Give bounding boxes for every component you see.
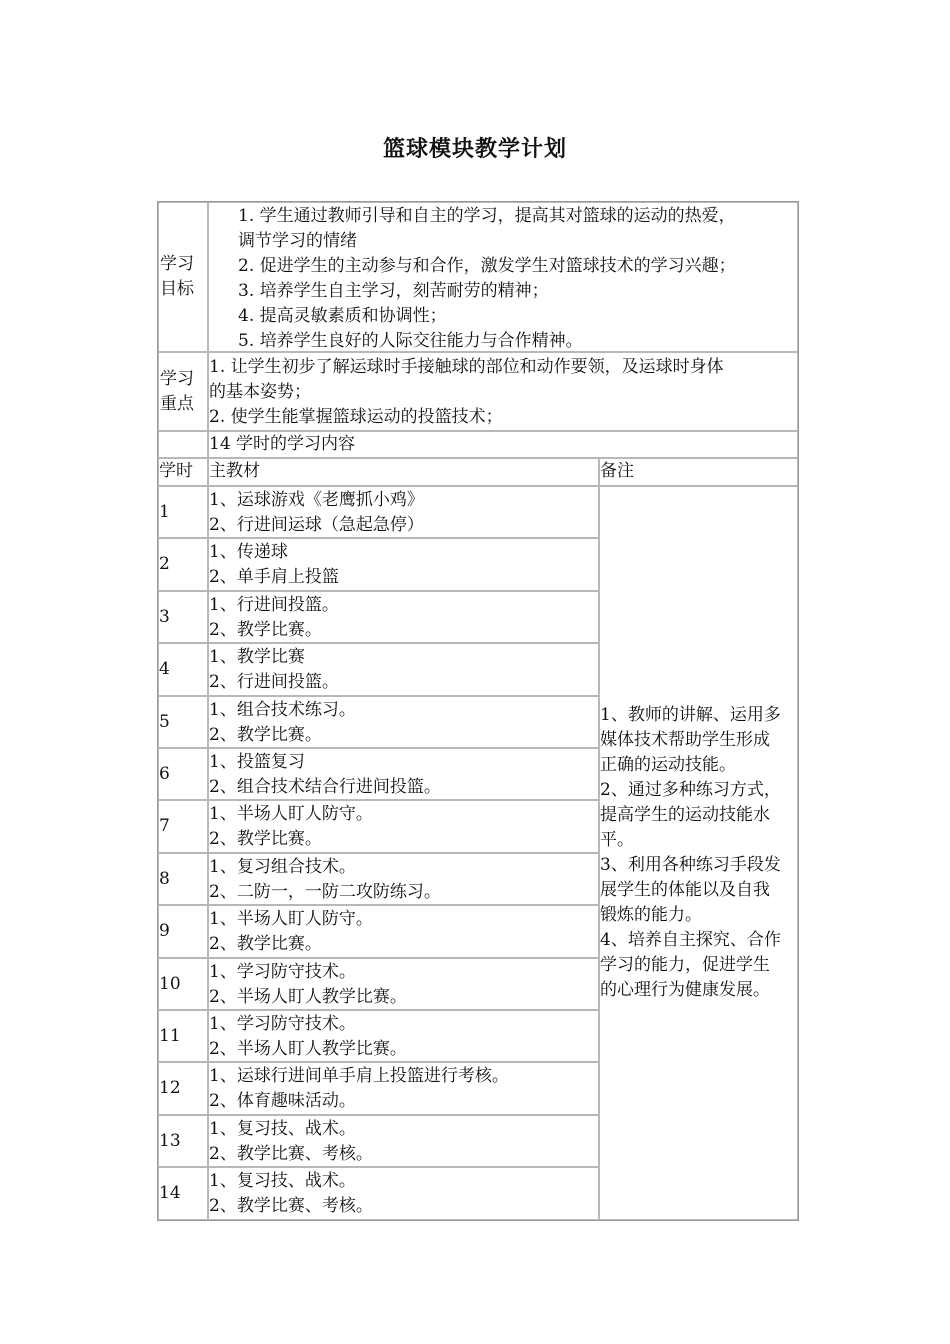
header-notes-text: 备注	[600, 461, 634, 481]
lesson-material-cell	[208, 958, 599, 1010]
lesson-number-cell	[158, 591, 208, 643]
lesson-material-cell	[208, 643, 599, 696]
key-point-item: 的基本姿势；	[209, 382, 311, 402]
objective-item: 2. 促进学生的主动参与和合作，激发学生对篮球技术的学习兴趣；	[238, 256, 736, 276]
lesson-number: 12	[159, 1078, 181, 1098]
note-line: 正确的运动技能。	[600, 755, 736, 775]
lesson-material-cell	[208, 1010, 599, 1062]
lesson-material-cell	[208, 591, 599, 643]
content-heading-spacer-cell	[158, 431, 208, 458]
objectives-content-cell	[208, 202, 798, 352]
lesson-material-cell	[208, 1062, 599, 1115]
lesson-material-cell	[208, 1167, 599, 1220]
lesson-material-cell	[208, 748, 599, 800]
lesson-material-line: 1、教学比赛	[209, 647, 305, 667]
lesson-number: 3	[159, 606, 170, 627]
lesson-material-cell	[208, 696, 599, 748]
lesson-material-cell	[208, 905, 599, 958]
lesson-number-cell	[158, 696, 208, 748]
note-line: 平。	[600, 830, 634, 850]
lesson-material-line: 2、教学比赛。	[209, 725, 322, 745]
lesson-material-line: 2、教学比赛。	[209, 620, 322, 640]
lesson-number-cell	[158, 748, 208, 800]
note-line: 的心理行为健康发展。	[600, 980, 770, 1000]
lesson-material-line: 2、半场人盯人教学比赛。	[209, 987, 407, 1007]
note-line: 提高学生的运动技能水	[600, 805, 770, 825]
lesson-material-line: 1、半场人盯人防守。	[209, 909, 373, 929]
lesson-material-line: 1、复习技、战术。	[209, 1171, 356, 1191]
key-point-item: 1. 让学生初步了解运球时手接触球的部位和动作要领，及运球时身体	[209, 357, 724, 377]
lesson-number-cell	[158, 538, 208, 591]
lesson-material-cell	[208, 853, 599, 905]
lesson-material-line: 2、体育趣味活动。	[209, 1091, 356, 1111]
lesson-number-cell	[158, 1062, 208, 1115]
objectives-label-line: 学习	[160, 254, 194, 274]
lesson-number-cell	[158, 643, 208, 696]
key-points-label-line: 学习	[160, 368, 194, 389]
lesson-number-cell	[158, 958, 208, 1010]
objective-item: 5. 培养学生良好的人际交往能力与合作精神。	[238, 331, 583, 351]
lesson-number: 8	[159, 868, 170, 889]
lesson-material-line: 1、运球行进间单手肩上投篮进行考核。	[209, 1066, 509, 1086]
lesson-number-cell	[158, 800, 208, 853]
header-notes	[599, 458, 798, 486]
lesson-number: 2	[159, 554, 170, 574]
lesson-number: 14	[159, 1183, 181, 1203]
lesson-material-line: 2、教学比赛。	[209, 934, 322, 954]
lesson-material-line: 1、运球游戏《老鹰抓小鸡》	[209, 490, 424, 510]
objectives-label-line: 目标	[160, 279, 194, 299]
header-material-text: 主教材	[209, 461, 260, 481]
objective-item: 1. 学生通过教师引导和自主的学习，提高其对篮球的运动的热爱，	[238, 206, 736, 226]
lesson-material-line: 2、二防一，一防二攻防练习。	[209, 882, 441, 902]
lesson-material-line: 1、复习技、战术。	[209, 1119, 356, 1139]
lesson-material-line: 2、单手肩上投篮	[209, 567, 339, 587]
objective-item: 3. 培养学生自主学习，刻苦耐劳的精神；	[238, 281, 549, 301]
lesson-number: 11	[159, 1025, 181, 1046]
lesson-material-line: 1、投篮复习	[209, 752, 305, 772]
note-line: 展学生的体能以及自我	[600, 880, 770, 900]
content-heading: 14 学时的学习内容	[209, 434, 356, 454]
header-hours-text: 学时	[159, 461, 193, 481]
document-title: 篮球模块教学计划	[382, 137, 567, 162]
note-line: 3、利用各种练习手段发	[600, 855, 781, 875]
note-line: 4、培养自主探究、合作	[600, 930, 781, 950]
lesson-number: 1	[159, 501, 170, 522]
lesson-number: 7	[159, 816, 170, 836]
lesson-material-cell	[208, 1115, 599, 1167]
lesson-material-line: 1、半场人盯人防守。	[209, 804, 373, 824]
objective-item: 调节学习的情绪	[238, 231, 357, 251]
lesson-material-line: 1、传递球	[209, 542, 288, 562]
lesson-material-line: 1、复习组合技术。	[209, 857, 356, 877]
lesson-number: 4	[159, 659, 170, 679]
lesson-number-cell	[158, 486, 208, 538]
header-material	[208, 458, 599, 486]
lesson-number-cell	[158, 853, 208, 905]
lesson-number: 13	[159, 1130, 181, 1151]
lesson-material-line: 2、行进间运球（急起急停）	[209, 515, 424, 535]
key-points-content-cell	[208, 352, 798, 431]
note-line: 锻炼的能力。	[600, 905, 702, 925]
notes-cell	[599, 486, 798, 1220]
lesson-material-line: 1、组合技术练习。	[209, 700, 356, 720]
content-heading-cell	[208, 431, 798, 458]
lesson-material-line: 1、学习防守技术。	[209, 1014, 356, 1034]
lesson-number-cell	[158, 1010, 208, 1062]
lesson-material-cell	[208, 800, 599, 853]
key-points-label-line: 重点	[160, 393, 194, 414]
notes-text-block	[600, 703, 781, 1003]
lesson-number-cell	[158, 1115, 208, 1167]
lesson-material-cell	[208, 486, 599, 538]
lesson-number-cell	[158, 1167, 208, 1220]
lesson-number-cell	[158, 905, 208, 958]
lesson-material-line: 2、教学比赛、考核。	[209, 1196, 373, 1216]
objective-item: 4. 提高灵敏素质和协调性；	[238, 306, 447, 326]
lesson-material-line: 1、行进间投篮。	[209, 595, 339, 615]
objectives-label-cell	[158, 202, 208, 352]
lesson-material-line: 1、学习防守技术。	[209, 962, 356, 982]
lesson-material-line: 2、组合技术结合行进间投篮。	[209, 777, 441, 797]
note-line: 1、教师的讲解、运用多	[600, 705, 781, 725]
lesson-material-cell	[208, 538, 599, 591]
header-hours	[158, 458, 208, 486]
lesson-number: 10	[159, 973, 181, 994]
lesson-number: 9	[159, 921, 170, 941]
lesson-material-line: 2、教学比赛、考核。	[209, 1144, 373, 1164]
lesson-material-line: 2、行进间投篮。	[209, 672, 339, 692]
lesson-material-line: 2、半场人盯人教学比赛。	[209, 1039, 407, 1059]
note-line: 2、通过多种练习方式，	[600, 780, 781, 800]
key-points-label-cell	[158, 352, 208, 431]
note-line: 学习的能力，促进学生	[600, 955, 770, 975]
note-line: 媒体技术帮助学生形成	[600, 730, 770, 750]
lesson-number: 5	[159, 711, 170, 732]
key-point-item: 2. 使学生能掌握篮球运动的投篮技术；	[209, 407, 503, 427]
lesson-number: 6	[159, 763, 170, 784]
lesson-material-line: 2、教学比赛。	[209, 829, 322, 849]
